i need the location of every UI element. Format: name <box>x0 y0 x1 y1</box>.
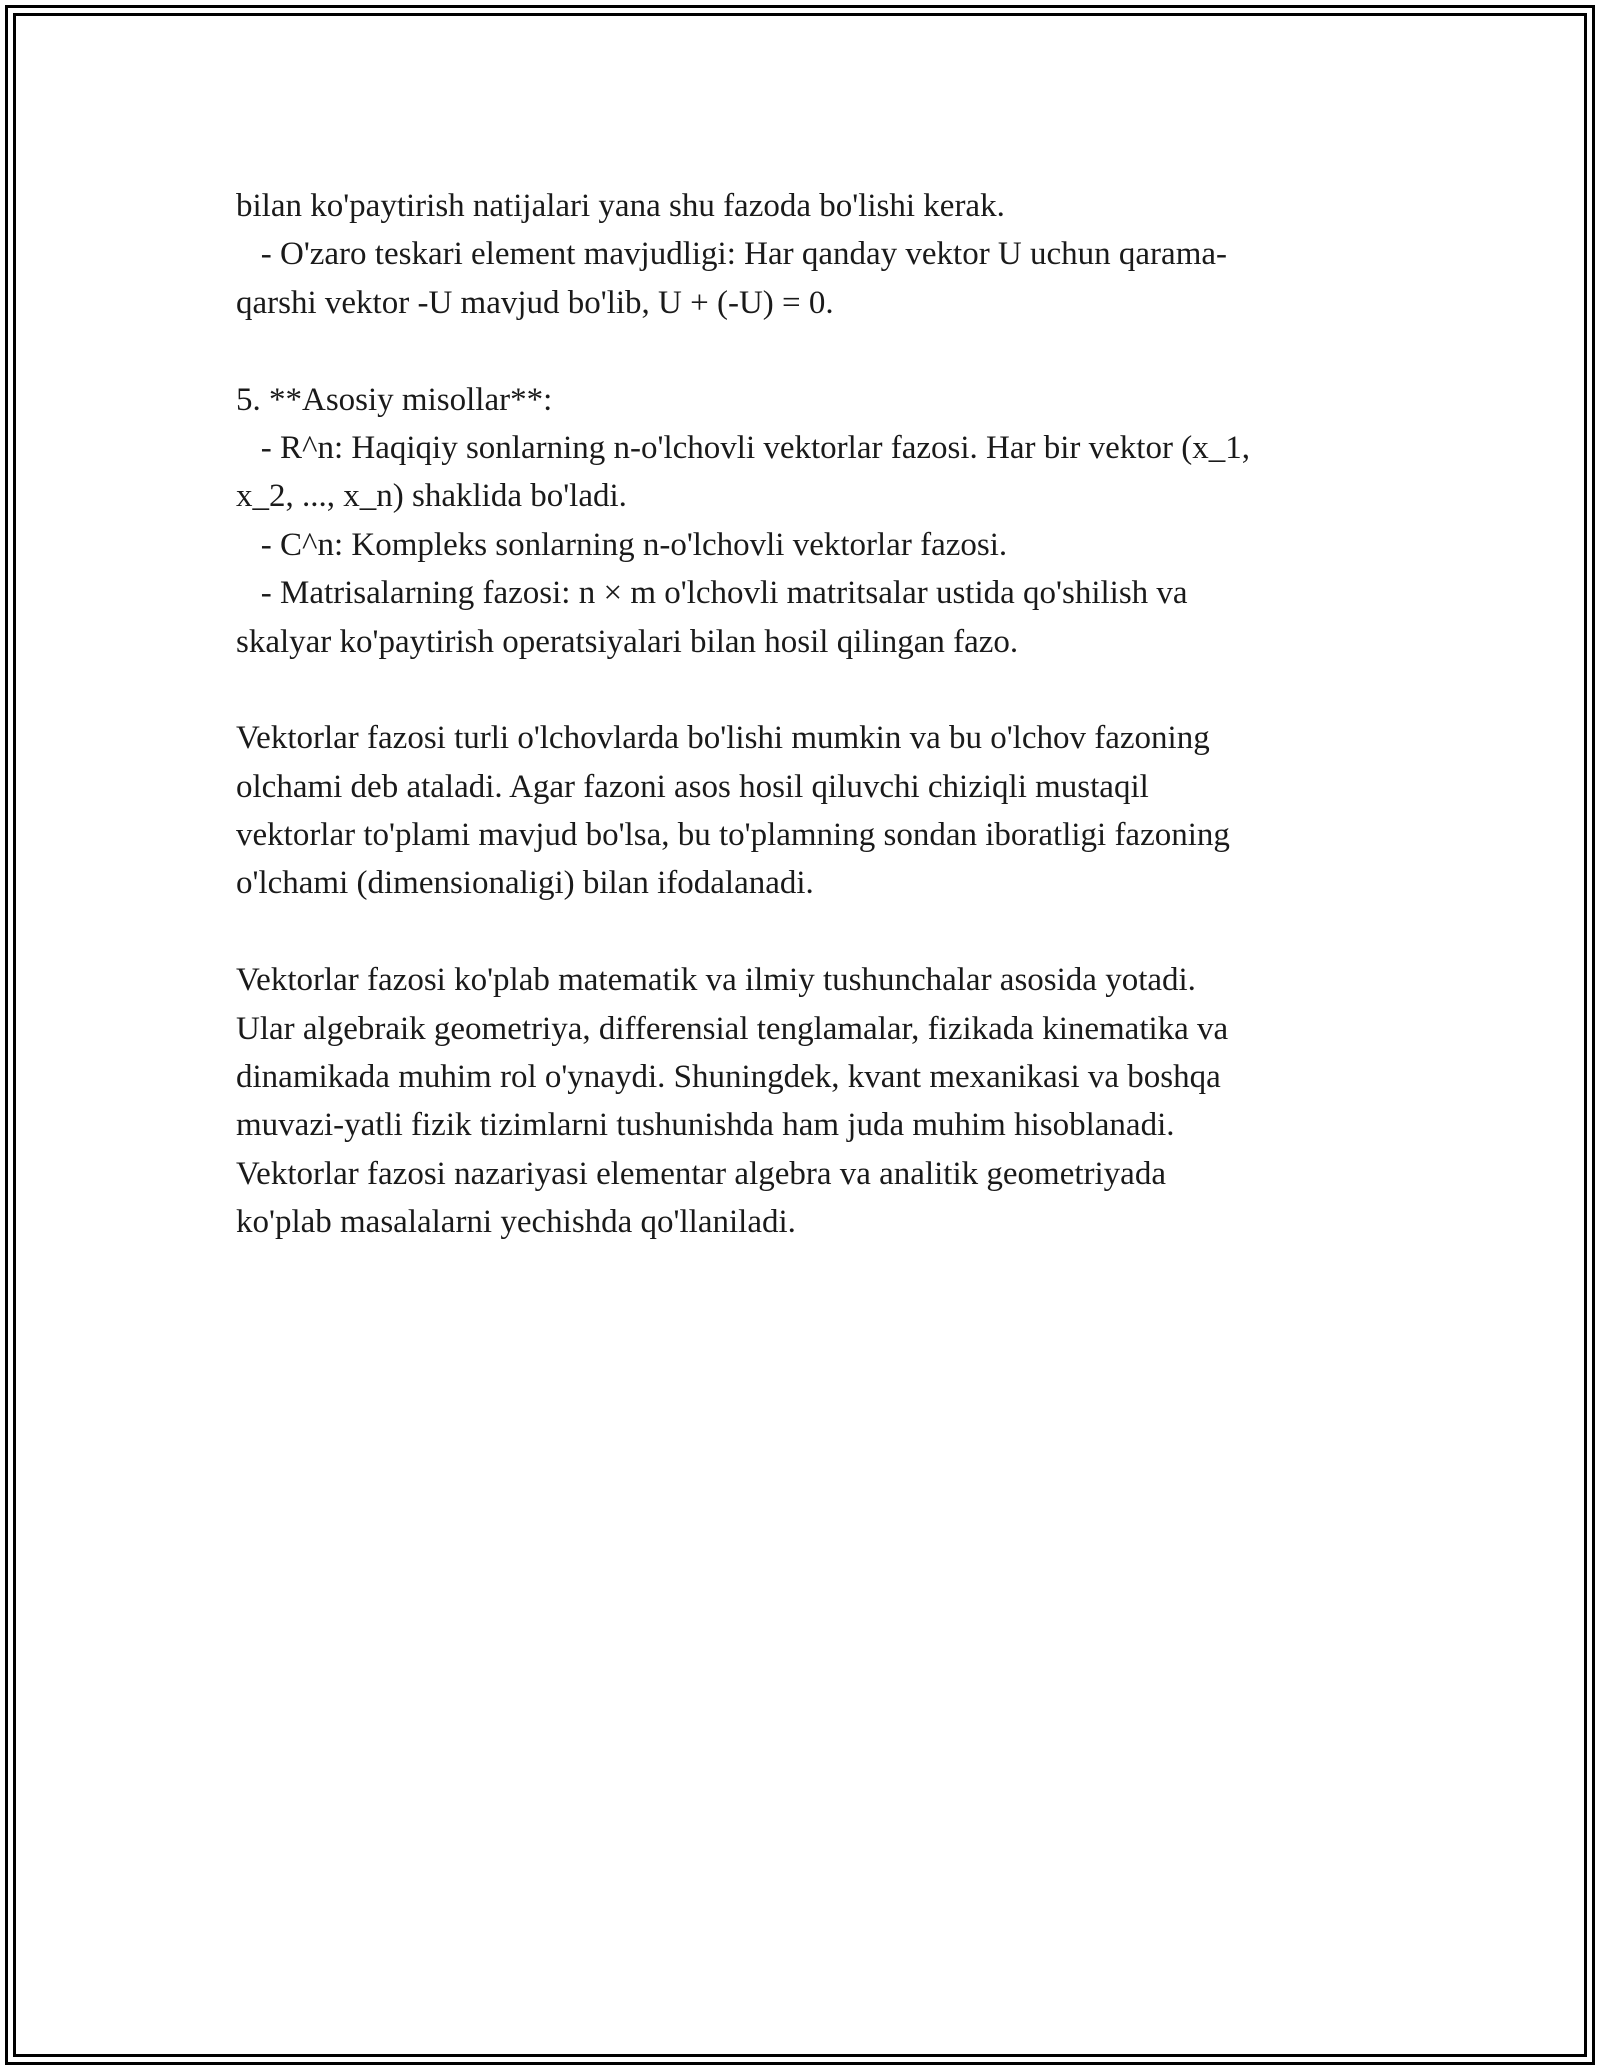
text-line: Vektorlar fazosi turli o'lchovlarda bo'lishi mumkin va bu o'lchov fazoning <box>236 720 1210 757</box>
text-line: olchami deb ataladi. Agar fazoni asos hosil qiluvchi chiziqli mustaqil <box>236 768 1149 805</box>
blank-line <box>236 327 1396 375</box>
text-line: - C^n: Kompleks sonlarning n-o'lchovli vektorlar fazosi. <box>236 526 1008 563</box>
text-line: ko'plab masalalarni yechishda qo'llaniladi. <box>236 1204 796 1241</box>
text-line: qarshi vektor -U mavjud bo'lib, U + (-U) = 0. <box>236 284 834 321</box>
text-line: x_2, ..., x_n) shaklida bo'ladi. <box>236 478 627 515</box>
text-line: - R^n: Haqiqiy sonlarning n-o'lchovli vektorlar fazosi. Har bir vektor (x_1, <box>236 429 1250 466</box>
text-line: - O'zaro teskari element mavjudligi: Har qanday vektor U uchun qarama- <box>236 236 1227 273</box>
text-line: muvazi-yatli fizik tizimlarni tushunishda ham juda muhim hisoblanadi. <box>236 1107 1175 1144</box>
text-line: Ular algebraik geometriya, differensial tenglamalar, fizikada kinematika va <box>236 1010 1229 1047</box>
text-line: dinamikada muhim rol o'ynaydi. Shuningdek, kvant mexanikasi va boshqa <box>236 1059 1221 1096</box>
text-line: Vektorlar fazosi ko'plab matematik va ilmiy tushunchalar asosida yotadi. <box>236 962 1196 999</box>
text-line: skalyar ko'paytirish operatsiyalari bilan hosil qilingan fazo. <box>236 623 1019 660</box>
text-line: bilan ko'paytirish natijalari yana shu fazoda bo'lishi kerak. <box>236 188 1005 224</box>
blank-line <box>236 666 1396 714</box>
text-line: - Matrisalarning fazosi: n × m o'lchovli matritsalar ustida qo'shilish va <box>236 575 1188 612</box>
text-line: vektorlar to'plami mavjud bo'lsa, bu to'plamning sondan iboratligi fazoning <box>236 817 1230 854</box>
document-body <box>236 182 1396 1247</box>
blank-line <box>236 908 1396 956</box>
text-line: o'lchami (dimensionaligi) bilan ifodalanadi. <box>236 865 814 902</box>
text-line: Vektorlar fazosi nazariyasi elementar algebra va analitik geometriyada <box>236 1155 1166 1192</box>
section-heading: 5. **Asosiy misollar**: <box>236 381 553 418</box>
